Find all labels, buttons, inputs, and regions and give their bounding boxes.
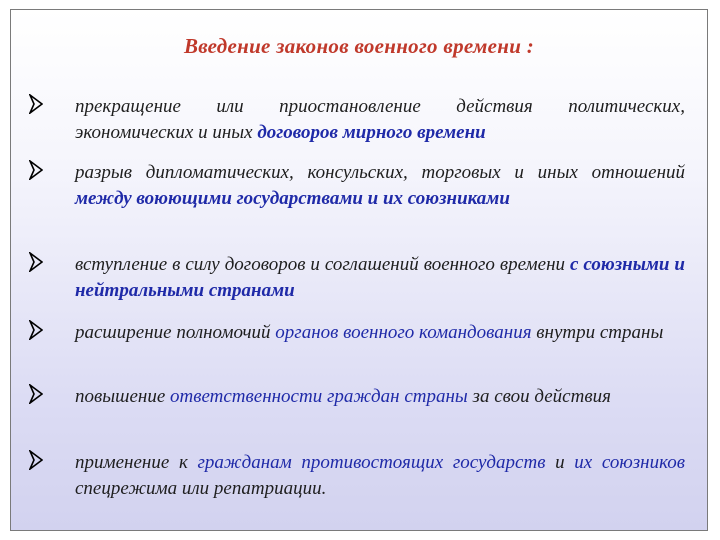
bullet-text-segment: расширение полномочий [75,322,276,343]
bullet-text-segment: спецрежима или репатриации. [75,478,327,499]
bullet-text [75,450,685,502]
bullet-emphasis-segment: с союзными и нейтральными странами [75,254,685,301]
bullet-emphasis-segment: органов военного командования [275,322,532,343]
bullet-text-segment: повышение [75,386,170,407]
bullet-text [75,384,685,410]
bullet-text [75,94,685,146]
arrowhead-bullet-icon [29,384,43,404]
bullet-text-segment: прекращение или приостановление действия политических, экономических и иных [75,96,685,143]
bullet-emphasis-segment: их союзников [574,452,686,473]
arrowhead-bullet-icon [29,94,43,114]
bullet-text [75,252,685,304]
bullet-emphasis-segment: договоров мирного времени [257,122,486,143]
bullet-text-segment: разрыв дипломатических, консульских, торговых и иных отношений [75,162,685,183]
bullet-text-segment: за свои действия [467,386,611,407]
bullet-emphasis-segment: между воюющими государствами и их союзниками [75,188,510,209]
arrowhead-bullet-icon [29,450,43,470]
arrowhead-bullet-icon [29,160,43,180]
bullet-text [75,320,685,346]
bullet-emphasis-segment: ответственности граждан страны [170,386,468,407]
bullet-text-segment: и [545,452,575,473]
bullet-emphasis-segment: гражданам противостоящих государств [197,452,546,473]
bullet-text-segment: вступление в силу договоров и соглашений военного времени [75,254,571,275]
bullet-text-segment: внутри страны [531,322,664,343]
arrowhead-bullet-icon [29,320,43,340]
arrowhead-bullet-icon [29,252,43,272]
slide [10,9,708,531]
bullet-text [75,160,685,212]
bullet-text-segment: применение к [75,452,198,473]
slide-title: Введение законов военного времени : [183,34,535,58]
